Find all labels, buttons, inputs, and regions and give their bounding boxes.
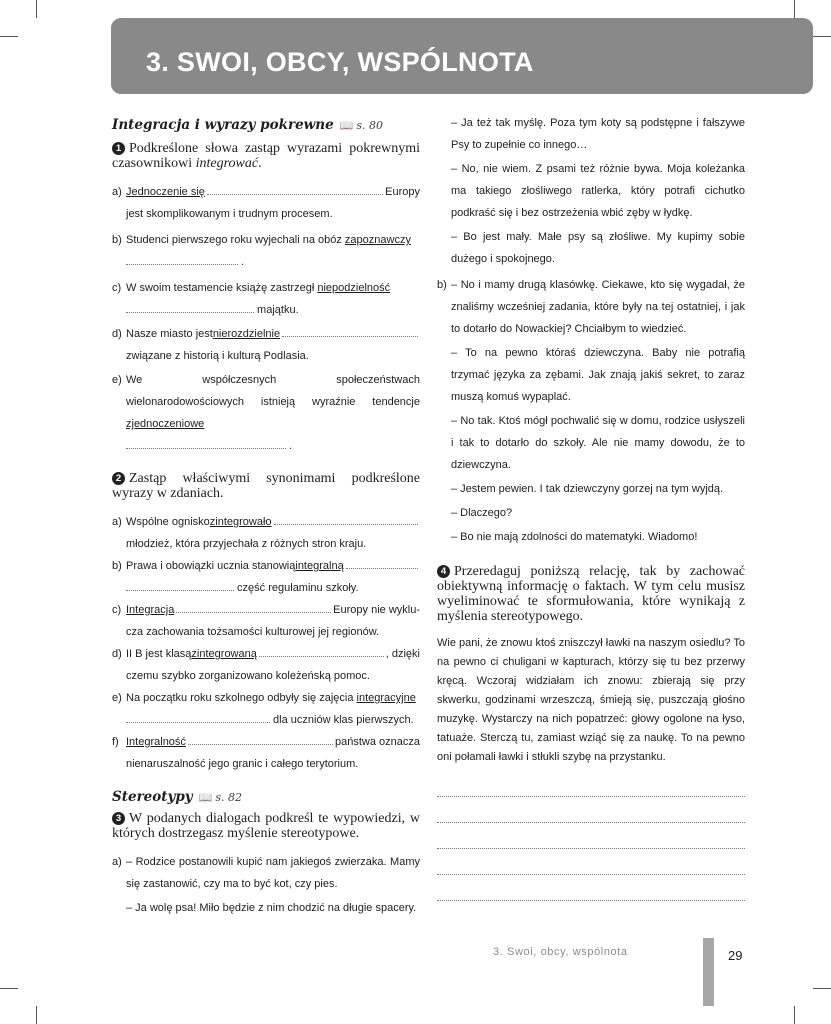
answer-blank[interactable] [126,300,254,313]
answer-blank[interactable] [207,182,383,195]
item-text: część regulaminu szkoły. [234,582,359,594]
answer-line[interactable] [437,849,745,875]
dialog-a [112,851,420,919]
item-text: państwa oznacza [335,736,420,748]
item-text: jest skomplikowanym i trudnym procesem. [126,208,333,220]
item-text: Prawa i obowiązki ucznia stanowią [126,560,296,572]
underlined-word: zintegrowaną [191,648,257,660]
dialog-line[interactable]: – Rodzice postanowili kupić nam jakiegoś zwierzaka. Mamy się zastanowić, czy ma to być kot, czy pies. [126,856,420,890]
item-label: b) [437,279,447,291]
item-text: młodzież, która przyjechała z różnych stron kraju. [126,538,367,550]
task-number-badge: 2 [112,472,125,485]
item-label: a) [112,516,122,528]
crop-mark [0,36,18,37]
exercise-item [112,555,420,599]
item-text: Na początku roku szkolnego odbyły się zajęcia [126,692,357,704]
answer-lines [437,771,745,901]
exercise-item [112,369,420,457]
item-text: II B jest klasą [126,648,192,660]
exercise-item [112,511,420,555]
answer-blank[interactable] [126,710,270,723]
answer-blank[interactable] [346,556,418,569]
underlined-word: Integralność [126,736,186,748]
left-column [112,114,420,919]
underlined-word: zintegrowało [209,516,272,528]
dialog-line[interactable]: – Jestem pewien. I tak dziewczyny gorzej na tym wyjdą. [451,483,724,495]
page-reference: s. 82 [215,791,242,804]
crop-mark [0,988,18,989]
task-1-instruction [112,141,420,171]
item-text: W swoim testamencie książę zastrzegł [126,282,318,294]
item-text: majątku. [254,304,299,316]
dialog-line[interactable]: – Ja też tak myślę. Poza tym koty są podstępne i fałszywe Psy to zupełnie co innego… [451,117,745,151]
dialog-b [437,274,745,548]
book-icon: 📖 [198,791,213,804]
answer-line[interactable] [437,875,745,901]
footer-bar [703,938,714,1006]
item-text: Studenci pierwszego roku wyjechali na obóz [126,234,345,246]
item-text: związane z historią i kulturą Podlasia. [126,350,309,362]
item-text: . [289,440,293,452]
underlined-word: Jednoczenie się [126,186,205,198]
dialog-line[interactable]: – Bo nie mają zdolności do matematyki. Wiadomo! [451,531,698,543]
task-number-badge: 3 [112,812,125,825]
answer-line[interactable] [437,797,745,823]
underlined-word: niepodzielność [317,282,391,294]
task-3-instruction [112,811,420,841]
item-label: c) [112,282,122,294]
item-text: cza zachowania tożsamości kulturowej jej regionów. [126,626,380,638]
answer-blank[interactable] [176,600,331,613]
item-text: We współczesnych społeczeństwach wielonarodowościowych istnieją wyraźnie tendencje [126,374,420,408]
dialog-line[interactable]: – No, nie wiem. Z psami też różnie bywa. Moja koleżanka ma takiego złośliwego ratlerka, który potrafi cichutko podkraść się i bez ostrzeżenia wbić zęby w łydkę. [451,163,745,219]
item-label: b) [112,234,122,246]
underlined-word: zjednoczeniowe [126,418,205,430]
item-text: Europy [385,186,420,198]
answer-blank[interactable] [126,252,238,265]
item-label: b) [112,560,122,572]
page-number: 29 [728,948,743,963]
item-label: f) [112,736,119,748]
crop-mark [813,988,831,989]
task-text: W podanych dialogach podkreśl te wypowiedzi, w których dostrzegasz myślenie stereotypowe. [112,811,420,841]
underlined-word: integracyjne [356,692,416,704]
task-4-passage: Wie pani, że znowu ktoś zniszczył ławki na naszym osiedlu? To na pewno ci chuligani w kapturach, którzy się tu bez przerwy kręcą. Wczoraj widziałam ich znowu: zbierają się przy skwerku, godzinami wrzeszczą, śmieją się, puszczają głośno muzykę. Wystarczy na nich popatrzeć: głowy ogolone na łyso, tatuaże. Sterczą tu, zamiast wziąć się za naukę. To na pewno oni połamali ławki i stłukli szybę na przystanku. [437,637,745,763]
task-text: Zastąp właściwymi synonimami podkreślone wyrazy w zdaniach. [112,471,420,501]
crop-mark [794,1006,795,1024]
exercise-item [112,323,420,367]
item-label: a) [112,856,122,868]
section-title-stereotypy [112,789,420,805]
item-label: d) [112,648,122,660]
item-label: e) [112,692,122,704]
exercise-item [112,599,420,643]
exercise-item [112,687,420,731]
item-text: Wspólne ognisko [126,516,210,528]
task-text: Przeredaguj poniższą relację, tak by zachować obiektywną informację o faktach. W tym celu musisz wyeliminować te sformułowania, które wynikają z myślenia stereotypowego. [437,564,745,624]
item-text: , dzięki [385,648,420,660]
item-text: nienaruszalność jego granic i całego terytorium. [126,758,359,770]
chapter-title: 3. SWOI, OBCY, WSPÓLNOTA [146,47,534,77]
answer-blank[interactable] [126,436,286,449]
item-text: dla uczniów klas pierwszych. [270,714,414,726]
section-title-main: Integracja [112,117,191,133]
dialog-line[interactable]: – To na pewno któraś dziewczyna. Baby nie potrafią trzymać języka za zębami. Jak znają jakiś sekret, to zaraz muszą komuś wypaplać. [451,347,745,403]
task-number-badge: 1 [112,142,125,155]
item-text: Nasze miasto jest [126,328,213,340]
item-label: d) [112,328,122,340]
underlined-word: integralną [295,560,344,572]
crop-mark [36,0,37,18]
item-text: . [241,256,245,268]
crop-mark [794,0,795,18]
exercise-item [112,277,420,321]
answer-line[interactable] [437,823,745,849]
exercise-item [112,643,420,687]
section-title-main: Stereotypy [112,789,193,805]
item-label: e) [112,374,122,386]
exercise-item [112,181,420,225]
crop-mark [36,1006,37,1024]
item-label: a) [112,186,122,198]
footer-chapter-title: 3. Swoi, obcy, wspólnota [493,946,628,958]
dialog-line[interactable]: – No i mamy drugą klasówkę. Ciekawe, kto się wygadał, że znaliśmy wcześniej zadania, które były na tej ostatniej, i jak to dotarło do Nowackiej? Chciałbym to wiedzieć. [451,279,745,335]
dialog-line[interactable]: – Ja wolę psa! Miło będzie z nim chodzić na długie spacery. [126,902,417,914]
section-title-integracja [112,117,420,133]
section-title-rest: i wyrazy pokrewne [190,117,334,133]
answer-blank[interactable] [274,512,418,525]
task-4-instruction [437,564,745,624]
exercise-item [112,229,420,273]
dialog-a-continued [437,112,745,270]
answer-line[interactable] [437,771,745,797]
item-text: czemu szybko zorganizowano koleżeńską pomoc. [126,670,370,682]
answer-blank[interactable] [282,324,418,337]
answer-blank[interactable] [188,732,333,745]
dialog-line[interactable]: – No tak. Ktoś mógł pochwalić się w domu, rodzice usłyszeli i tak to dotarło do szkoły. Ale nie mamy dowodu, że to dziewczyna. [451,415,745,471]
underlined-word: Integracja [126,604,175,616]
item-text: Europy nie wyklu- [333,604,420,616]
task-number-badge: 4 [437,565,450,578]
item-label: c) [112,604,122,616]
answer-blank[interactable] [126,578,234,591]
task-text-italic: integrować [195,156,259,171]
task-text: Podkreślone słowa zastąp wyrazami pokrewnymi czasownikowi [112,141,420,171]
page-reference: s. 80 [356,119,384,132]
right-column [437,114,745,901]
dialog-line[interactable]: – Dlaczego? [451,507,513,519]
underlined-word: nierozdzielnie [212,328,281,340]
dialog-line[interactable]: – Bo jest mały. Małe psy są złośliwe. My kupimy sobie dużego i spokojnego. [451,231,745,265]
underlined-word: zapoznawczy [344,234,411,246]
task-2-instruction [112,471,420,501]
crop-mark [813,36,831,37]
exercise-item [112,731,420,775]
book-icon: 📖 [339,119,354,132]
answer-blank[interactable] [259,644,384,657]
task-text-end: . [258,156,262,171]
